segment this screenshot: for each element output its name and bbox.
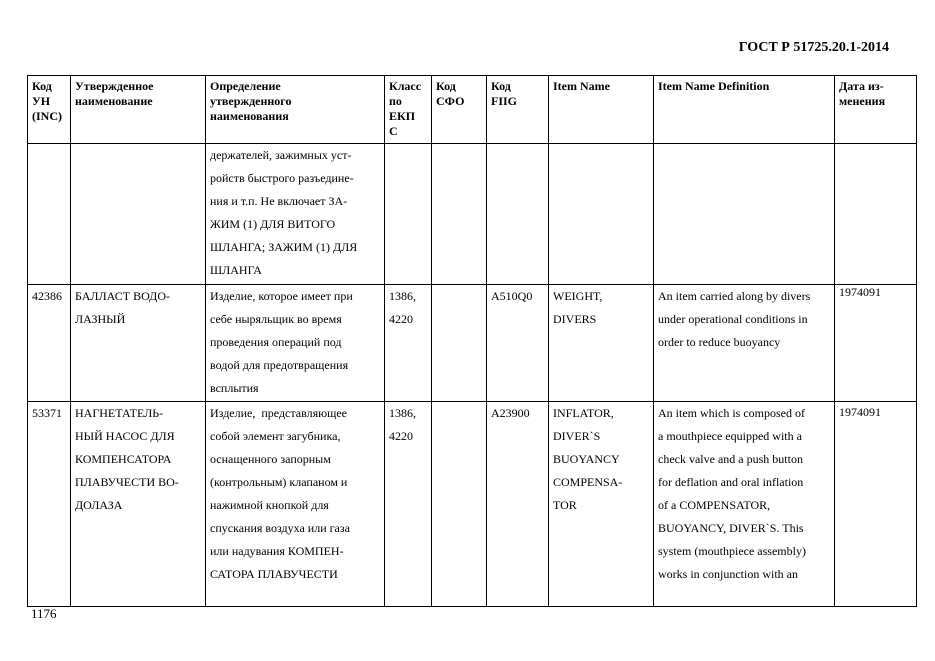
cell-date (835, 144, 916, 147)
cell-class: 1386, 4220 (389, 406, 416, 443)
catalog-table (27, 75, 917, 607)
page-number: 1176 (31, 606, 57, 621)
cell-definition: Изделие, представляющее собой элемент загубника, оснащенного запорным (контрольным) клапаном и нажимной кнопкой для спускания воздуха или газа или надувания КОМПЕН- САТОРА ПЛАВУЧЕСТИ (210, 406, 350, 581)
header-fiig: Код FIIG (487, 76, 549, 144)
header-item-definition: Item Name Definition (654, 76, 835, 144)
table-row (28, 144, 917, 285)
header-item-name: Item Name (549, 76, 654, 144)
cell-inc: 42386 (32, 289, 62, 303)
header-inc: Код УН (INC) (28, 76, 71, 144)
table-header-row (28, 76, 917, 144)
cell-fiig: A510Q0 (491, 289, 533, 303)
header-definition: Определение утвержденного наименования (206, 76, 385, 144)
cell-definition: держателей, зажимных уст- ройств быстрого разъедине- ния и т.п. Не включает ЗА- ЖИМ (1) ДЛЯ ВИТОГО ШЛАНГА; ЗАЖИМ (1) ДЛЯ ШЛАНГА (210, 148, 358, 277)
table-row (28, 285, 917, 402)
cell-approved-name: НАГНЕТАТЕЛЬ- НЫЙ НАСОС ДЛЯ КОМПЕНСАТОРА ПЛАВУЧЕСТИ ВО- ДОЛАЗА (75, 406, 179, 512)
cell-date: 1974091 (839, 405, 881, 419)
cell-definition: Изделие, которое имеет при себе ныряльщик во время проведения операций под водой для предотвращения всплытия (210, 289, 353, 395)
header-sfo: Код СФО (432, 76, 487, 144)
header-class: Класс по ЕКП С (385, 76, 432, 144)
cell-class: 1386, 4220 (389, 289, 416, 326)
cell-item-definition: An item which is composed of a mouthpiece equipped with a check valve and a push button for deflation and oral inflation of a COMPENSATOR, BUOYANCY, DIVER`S. This system (mouthpiece assembly) works in conjunction with an (658, 406, 806, 581)
cell-date: 1974091 (839, 285, 881, 299)
cell-inc: 53371 (32, 406, 62, 420)
header-approved-name: Утвержденное наименование (71, 76, 206, 144)
document-title: ГОСТ Р 51725.20.1-2014 (738, 40, 889, 55)
cell-item-name: INFLATOR, DIVER`S BUOYANCY COMPENSA- TOR (553, 406, 623, 512)
header-date: Дата из- менения (835, 76, 917, 144)
cell-item-name: WEIGHT, DIVERS (553, 289, 603, 326)
table-row (28, 402, 917, 607)
cell-approved-name: БАЛЛАСТ ВОДО- ЛАЗНЫЙ (75, 289, 170, 326)
cell-item-definition: An item carried along by divers under operational conditions in order to reduce buoyancy (658, 289, 811, 349)
cell-fiig: A23900 (491, 406, 530, 420)
